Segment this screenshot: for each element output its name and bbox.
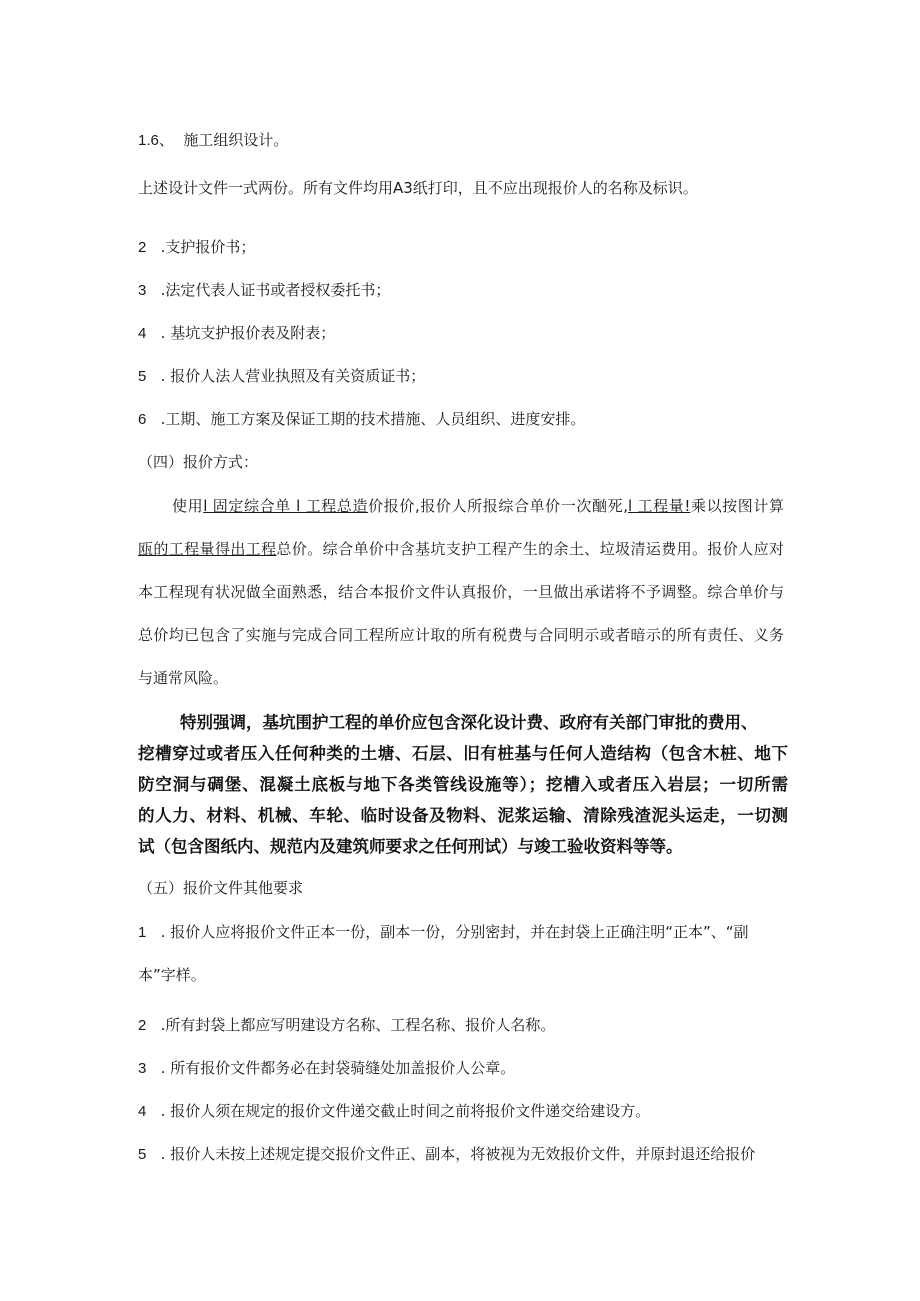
item-text: .工期、施工方案及保证工期的技术措施、人员组织、进度安排。 <box>160 410 586 428</box>
emphasis-line: 试（包含图纸内、规范内及建筑师要求之任何刑试）与竣工验收资料等等。 <box>138 837 683 856</box>
item-number: 1.6、 <box>138 132 174 149</box>
item-number: 5 <box>138 368 147 385</box>
text-run: 乘以按图计算 <box>690 497 784 515</box>
list-item <box>138 366 425 387</box>
underlined-term: 瓯的工程量得出工程 <box>138 540 277 558</box>
item-text: . 报价人法人营业执照及有关资质证书； <box>160 367 426 385</box>
item-text: . 报价人须在规定的报价文件递交截止时间之前将报价文件递交给建设方。 <box>160 1102 651 1120</box>
section-4-heading: （四）报价方式： <box>138 453 259 471</box>
list-item <box>138 1058 515 1079</box>
item-1-6 <box>138 130 288 151</box>
list-item <box>138 323 335 344</box>
list-item <box>138 409 585 430</box>
item-text: .所有封袋上都应写明建设方名称、工程名称、报价人名称。 <box>160 1016 556 1034</box>
item-text: 施工组织设计。 <box>183 131 289 149</box>
item-number: 1 <box>138 924 147 941</box>
pricing-paragraph-line <box>172 496 784 516</box>
item-number: 4 <box>138 325 147 342</box>
list-item <box>138 1144 755 1165</box>
emphasis-line: 挖槽穿过或者压入任何种类的土塘、石层、旧有桩基与任何人造结构（包含木桩、地下 <box>138 744 788 763</box>
item-text: .法定代表人证书或者授权委托书； <box>160 281 391 299</box>
pricing-paragraph-line: 总价均已包含了实施与完成合同工程所应计取的所有税费与合同明示或者暗示的所有责任、义务 <box>138 626 784 644</box>
item-text: . 报价人应将报价文件正本一份，副本一份，分别密封，并在封袋上正确注明“正本”、“副 <box>160 923 749 941</box>
item-number: 2 <box>138 1017 147 1034</box>
underlined-term: l 工程量! <box>627 497 691 515</box>
text-run: 使用 <box>172 497 204 515</box>
emphasis-line: 的人力、材料、机械、车轮、临时设备及物料、泥浆运输、清除残渣泥头运走，一切测 <box>138 806 788 825</box>
design-note: 上述设计文件一式两份。所有文件均用A3纸打印，且不应出现报价人的名称及标识。 <box>138 179 698 197</box>
list-item <box>138 1101 650 1122</box>
item-text: . 所有报价文件都务必在封袋骑缝处加盖报价人公章。 <box>160 1059 516 1077</box>
item-number: 6 <box>138 411 147 428</box>
text-run: 价报价,报价人所报综合单价一次酗死, <box>368 497 628 515</box>
pricing-paragraph-line: 与通常风险。 <box>138 669 229 687</box>
item-text: .支护报价书； <box>160 238 256 256</box>
text-run: 总价。综合单价中含基坑支护工程产生的余土、垃圾清运费用。报价人应对 <box>276 540 784 558</box>
item-number: 3 <box>138 1060 147 1077</box>
emphasis-line: 特别强调，基坑围护工程的单价应包含深化设计费、政府有关部门审批的费用、 <box>180 713 758 732</box>
list-item <box>138 922 749 943</box>
section-5-heading: （五）报价文件其他要求 <box>138 879 304 897</box>
list-item <box>138 237 255 258</box>
pricing-paragraph-line <box>138 539 784 559</box>
item-number: 4 <box>138 1103 147 1120</box>
emphasis-line: 防空洞与碉堡、混凝土底板与地下各类管线设施等）；挖槽入或者压入岩层；一切所需 <box>138 775 788 794</box>
list-item-continuation: 本”字样。 <box>138 966 206 984</box>
item-number: 2 <box>138 239 147 256</box>
pricing-paragraph-line: 本工程现有状况做全面熟悉，结合本报价文件认真报价，一旦做出承诺将不予调整。综合单价与 <box>138 583 784 601</box>
list-item <box>138 280 390 301</box>
item-text: . 基坑支护报价表及附表； <box>160 324 336 342</box>
list-item <box>138 1015 555 1036</box>
item-number: 5 <box>138 1146 147 1163</box>
item-text: . 报价人未按上述规定提交报价文件正、副本，将被视为无效报价文件，并原封退还给报价 <box>160 1145 756 1163</box>
item-number: 3 <box>138 282 147 299</box>
underlined-term: l 固定综合单 l 工程总造 <box>203 497 369 515</box>
